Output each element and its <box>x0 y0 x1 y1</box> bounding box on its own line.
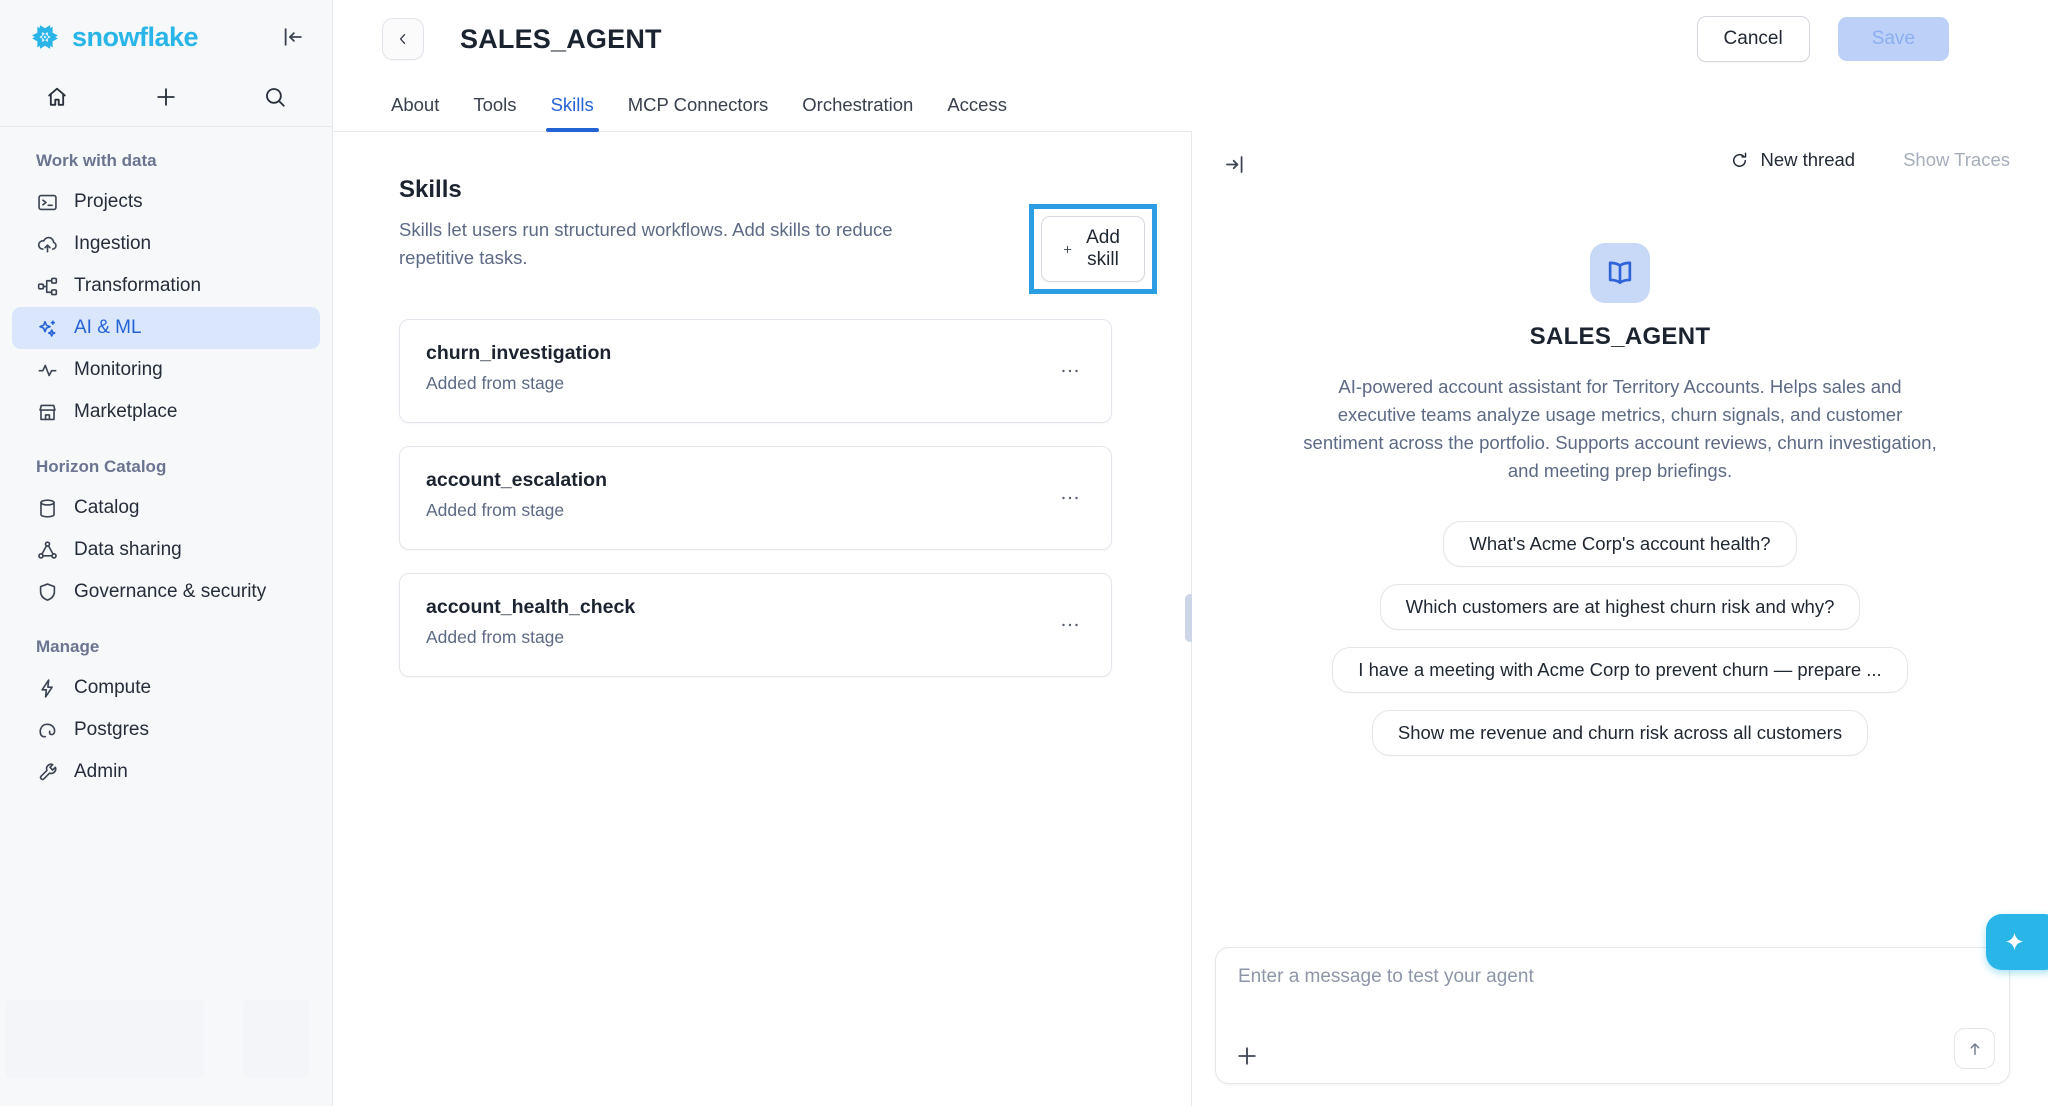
faded-placeholder <box>243 1000 309 1078</box>
sidebar-item-ingestion[interactable] <box>12 223 320 265</box>
skill-source: Added from stage <box>426 373 565 393</box>
sidebar-item-marketplace[interactable] <box>12 391 320 433</box>
sparkle-icon <box>2002 930 2027 955</box>
ellipsis-icon <box>1058 613 1082 637</box>
suggestion-chips <box>1332 521 1907 756</box>
skill-card[interactable] <box>399 446 1112 550</box>
agent-avatar <box>1590 243 1650 303</box>
suggestion-chip[interactable]: I have a meeting with Acme Corp to prevent churn — prepare ... <box>1332 647 1907 693</box>
search-icon[interactable] <box>262 84 288 110</box>
page-title: SALES_AGENT <box>460 23 662 54</box>
show-traces-button[interactable]: Show Traces <box>1903 149 2010 170</box>
ellipsis-icon <box>1058 486 1082 510</box>
collapse-panel-icon[interactable] <box>1222 152 1247 177</box>
nav-section-horizon-catalog <box>0 451 332 613</box>
sidebar-item-label: Postgres <box>74 719 149 740</box>
sidebar-item-data-sharing[interactable] <box>12 529 320 571</box>
ai-sparkle-icon <box>36 317 59 340</box>
sidebar-item-ai-ml[interactable] <box>12 307 320 349</box>
new-thread-label: New thread <box>1760 149 1856 170</box>
sidebar-item-compute[interactable] <box>12 667 320 709</box>
skills-description: Skills let users run structured workflows. Add skills to reduce repetitive tasks. <box>399 219 893 268</box>
sidebar-item-transformation[interactable] <box>12 265 320 307</box>
sidebar-item-admin[interactable] <box>12 751 320 793</box>
suggestion-chip[interactable]: Which customers are at highest churn risk and why? <box>1380 584 1861 630</box>
terminal-icon <box>36 191 59 214</box>
collapse-sidebar-icon[interactable] <box>280 24 306 50</box>
new-thread-button[interactable] <box>1729 149 1855 171</box>
storefront-icon <box>36 401 59 424</box>
ellipsis-icon <box>1058 359 1082 383</box>
skill-menu-button[interactable] <box>1055 356 1085 386</box>
skill-card[interactable] <box>399 573 1112 677</box>
tab-mcp-connectors[interactable] <box>611 78 786 131</box>
sidebar-item-label: AI & ML <box>74 317 142 338</box>
cancel-button[interactable]: Cancel <box>1697 16 1810 62</box>
wrench-icon <box>36 761 59 784</box>
tab-label: About <box>391 93 440 115</box>
sidebar-item-label: Governance & security <box>74 581 267 602</box>
cloud-upload-icon <box>36 233 59 256</box>
skill-source: Added from stage <box>426 627 565 647</box>
brand-wordmark: snowflake <box>72 21 199 52</box>
sidebar-nav <box>0 145 332 793</box>
tab-label: MCP Connectors <box>627 93 769 115</box>
attach-plus-icon[interactable] <box>1234 1043 1260 1069</box>
create-new-icon[interactable] <box>153 84 179 110</box>
nav-section-work-with-data <box>0 145 332 433</box>
sidebar-item-catalog[interactable] <box>12 487 320 529</box>
nav-section-title: Work with data <box>36 151 157 170</box>
snowflake-logo-icon <box>26 18 64 56</box>
tab-label: Skills <box>550 93 594 115</box>
tab-about[interactable] <box>374 78 456 131</box>
refresh-icon <box>1729 150 1750 171</box>
add-skill-highlight-box <box>1029 204 1157 294</box>
sidebar-item-label: Marketplace <box>74 401 178 422</box>
tab-tools[interactable] <box>456 78 533 131</box>
tab-skills[interactable] <box>534 78 611 131</box>
nav-section-title: Horizon Catalog <box>36 457 167 476</box>
open-book-icon <box>1604 257 1636 289</box>
agent-description: AI-powered account assistant for Territory Accounts. Helps sales and executive teams analyze usage metrics, churn signals, and customer sentiment across the portfolio. Supports account reviews, churn investigation, and meeting prep briefings. <box>1303 376 1937 481</box>
database-icon <box>36 497 59 520</box>
sidebar-item-label: Monitoring <box>74 359 163 380</box>
skills-pane-inner <box>399 176 1120 677</box>
sidebar-item-label: Ingestion <box>74 233 152 254</box>
skill-name: account_escalation <box>426 469 607 491</box>
skill-name: account_health_check <box>426 596 636 618</box>
chevron-left-icon <box>394 30 412 48</box>
tab-bar <box>334 78 2048 132</box>
sidebar-item-label: Admin <box>74 761 128 782</box>
save-button[interactable]: Save <box>1838 17 1949 61</box>
nav-section-manage <box>0 631 332 793</box>
send-button[interactable] <box>1954 1028 1995 1069</box>
sidebar-divider <box>0 126 332 127</box>
skills-heading: Skills <box>399 176 462 203</box>
sidebar-item-label: Compute <box>74 677 152 698</box>
faded-placeholder <box>6 1000 204 1078</box>
pulse-icon <box>36 359 59 382</box>
tab-label: Orchestration <box>802 93 914 115</box>
tab-access[interactable] <box>930 78 1024 131</box>
add-skill-label: Add skill <box>1086 227 1120 270</box>
skill-menu-button[interactable] <box>1055 610 1085 640</box>
agent-preview-panel <box>1192 131 2048 1106</box>
add-skill-button[interactable] <box>1041 216 1145 282</box>
sidebar <box>0 0 333 1106</box>
tab-label: Access <box>947 93 1007 115</box>
home-icon[interactable] <box>44 84 70 110</box>
sidebar-item-label: Catalog <box>74 497 140 518</box>
sidebar-item-monitoring[interactable] <box>12 349 320 391</box>
elephant-icon <box>36 719 59 742</box>
message-input[interactable] <box>1216 948 2009 1018</box>
preview-actions <box>1729 149 2010 171</box>
sidebar-item-postgres[interactable] <box>12 709 320 751</box>
top-bar <box>334 0 2048 78</box>
data-sharing-icon <box>36 539 59 562</box>
arrow-up-icon <box>1965 1039 1985 1059</box>
skill-source: Added from stage <box>426 500 565 520</box>
sidebar-item-label: Projects <box>74 191 143 212</box>
agent-name: SALES_AGENT <box>1529 323 1711 350</box>
lightning-icon <box>36 677 59 700</box>
sidebar-item-label: Transformation <box>74 275 202 296</box>
agent-intro <box>1192 243 2048 756</box>
sidebar-item-projects[interactable] <box>12 181 320 223</box>
tab-orchestration[interactable] <box>785 78 930 131</box>
sidebar-item-governance-security[interactable] <box>12 571 320 613</box>
back-button[interactable] <box>382 18 424 60</box>
suggestion-chip[interactable]: What's Acme Corp's account health? <box>1443 521 1796 567</box>
assistant-fab[interactable] <box>1986 914 2048 970</box>
shield-icon <box>36 581 59 604</box>
logo-row <box>0 0 332 74</box>
top-bar-actions <box>1697 16 1949 62</box>
skill-name: churn_investigation <box>426 342 612 364</box>
plus-icon <box>1062 240 1073 259</box>
skill-card[interactable] <box>399 319 1112 423</box>
nav-section-title: Manage <box>36 637 100 656</box>
sidebar-quick-actions <box>0 74 332 126</box>
suggestion-chip[interactable]: Show me revenue and churn risk across all customers <box>1372 710 1868 756</box>
skill-card-list <box>399 319 1112 677</box>
network-icon <box>36 275 59 298</box>
tab-label: Tools <box>473 93 517 115</box>
message-composer <box>1215 947 2010 1084</box>
skills-pane <box>334 132 1191 1106</box>
skill-menu-button[interactable] <box>1055 483 1085 513</box>
sidebar-item-label: Data sharing <box>74 539 182 560</box>
